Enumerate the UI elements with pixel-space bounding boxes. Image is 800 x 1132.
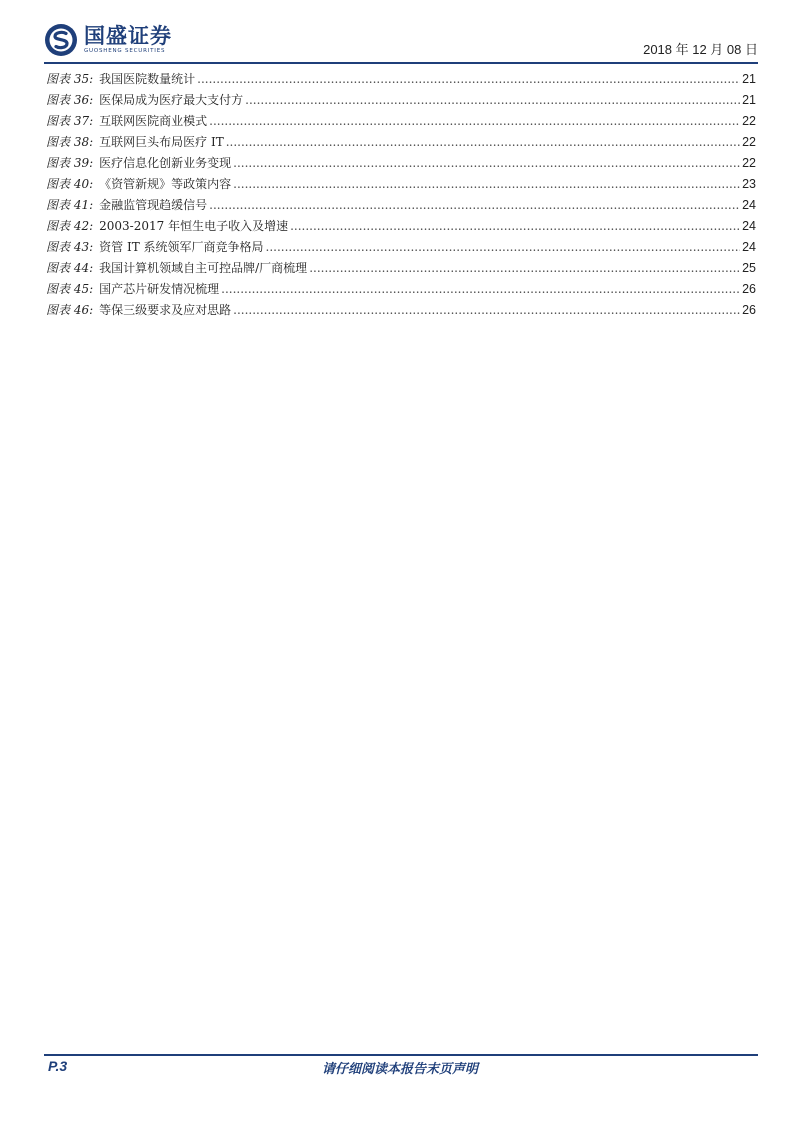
toc-entry[interactable]: [46, 238, 756, 259]
guosheng-logo-icon: [44, 23, 78, 57]
page-number: P.3: [48, 1058, 68, 1074]
toc-dot-leader: [221, 282, 740, 296]
toc-figure-title: 我国计算机领域自主可控品牌/厂商梳理: [99, 261, 308, 275]
header-divider: [44, 62, 758, 64]
toc-figure-label: 图表 44:: [46, 261, 94, 275]
toc-dot-leader: [226, 135, 740, 149]
toc-entry[interactable]: [46, 154, 756, 175]
toc-figure-label: 图表 41:: [46, 198, 94, 212]
toc-figure-label: 图表 35:: [46, 72, 94, 86]
toc-page-number: 24: [742, 219, 756, 233]
toc-entry[interactable]: [46, 91, 756, 112]
toc-entry[interactable]: [46, 133, 756, 154]
toc-figure-label: 图表 45:: [46, 282, 94, 296]
toc-figure-title: 医疗信息化创新业务变现: [99, 156, 232, 170]
toc-entry[interactable]: [46, 217, 756, 238]
logo-english-name: GUOSHENG SECURITIES: [84, 48, 166, 54]
toc-page-number: 22: [742, 114, 756, 128]
toc-entry[interactable]: [46, 70, 756, 91]
toc-dot-leader: [233, 303, 740, 317]
page-header: [44, 22, 758, 62]
toc-figure-label: 图表 36:: [46, 93, 94, 107]
toc-figure-label: 图表 39:: [46, 156, 94, 170]
toc-figure-title: 金融监管现趋缓信号: [99, 198, 208, 212]
toc-figure-label: 图表 46:: [46, 303, 94, 317]
toc-figure-title: 2003-2017 年恒生电子收入及增速: [99, 219, 289, 233]
toc-page-number: 24: [742, 240, 756, 254]
toc-dot-leader: [266, 240, 741, 254]
toc-figure-title: 我国医院数量统计: [99, 72, 196, 86]
toc-page-number: 25: [742, 261, 756, 275]
toc-figure-label: 图表 43:: [46, 240, 94, 254]
toc-dot-leader: [290, 219, 740, 233]
toc-figure-title: 互联网医院商业模式: [99, 114, 208, 128]
toc-page-number: 21: [742, 93, 756, 107]
company-logo: [44, 22, 172, 58]
toc-figure-title: 互联网巨头布局医疗 IT: [99, 135, 224, 149]
figure-list: [46, 70, 756, 322]
toc-entry[interactable]: [46, 175, 756, 196]
toc-entry[interactable]: [46, 301, 756, 322]
toc-page-number: 23: [742, 177, 756, 191]
toc-entry[interactable]: [46, 259, 756, 280]
toc-page-number: 22: [742, 135, 756, 149]
toc-dot-leader: [209, 114, 740, 128]
toc-figure-label: 图表 38:: [46, 135, 94, 149]
toc-dot-leader: [233, 177, 740, 191]
toc-figure-title: 资管 IT 系统领军厂商竞争格局: [99, 240, 264, 254]
toc-dot-leader: [209, 198, 740, 212]
toc-page-number: 22: [742, 156, 756, 170]
toc-entry[interactable]: [46, 280, 756, 301]
toc-figure-title: 《资管新规》等政策内容: [99, 177, 232, 191]
toc-dot-leader: [197, 72, 740, 86]
toc-dot-leader: [309, 261, 740, 275]
toc-page-number: 26: [742, 303, 756, 317]
toc-dot-leader: [233, 156, 740, 170]
toc-entry[interactable]: [46, 196, 756, 217]
toc-figure-title: 医保局成为医疗最大支付方: [99, 93, 244, 107]
toc-page-number: 24: [742, 198, 756, 212]
footer-divider: [44, 1054, 758, 1056]
logo-chinese-name: 国盛证券: [84, 24, 172, 48]
toc-page-number: 26: [742, 282, 756, 296]
toc-figure-label: 图表 42:: [46, 219, 94, 233]
toc-entry[interactable]: [46, 112, 756, 133]
toc-figure-title: 国产芯片研发情况梳理: [99, 282, 220, 296]
report-date: 2018 年 12 月 08 日: [643, 42, 758, 57]
toc-figure-label: 图表 40:: [46, 177, 94, 191]
toc-dot-leader: [245, 93, 740, 107]
disclaimer-note: 请仔细阅读本报告末页声明: [321, 1062, 478, 1077]
toc-figure-label: 图表 37:: [46, 114, 94, 128]
toc-figure-title: 等保三级要求及应对思路: [99, 303, 232, 317]
toc-page-number: 21: [742, 72, 756, 86]
